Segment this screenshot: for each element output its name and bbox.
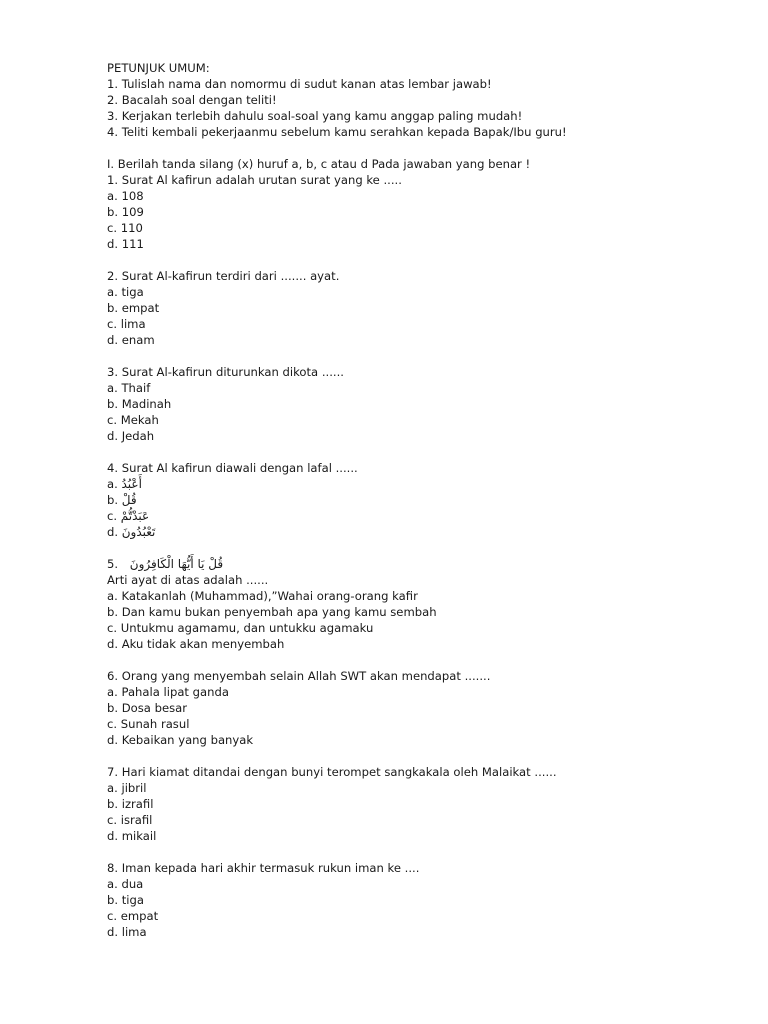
spacer bbox=[107, 444, 727, 460]
spacer bbox=[107, 348, 727, 364]
general-instructions bbox=[107, 60, 727, 140]
option-c: c. 110 bbox=[107, 221, 143, 235]
option-b: b. Dan kamu bukan penyembah apa yang kamu sembah bbox=[107, 605, 437, 619]
question-5 bbox=[107, 556, 727, 652]
option-d: d. Aku tidak akan menyembah bbox=[107, 637, 285, 651]
option-b: b. 109 bbox=[107, 205, 144, 219]
question-text: 2. Surat Al-kafirun terdiri dari ....... ayat. bbox=[107, 269, 340, 283]
option-b: b. empat bbox=[107, 301, 160, 315]
question-text: 8. Iman kepada hari akhir termasuk rukun iman ke .... bbox=[107, 861, 420, 875]
worksheet-page bbox=[107, 60, 727, 940]
spacer bbox=[107, 252, 727, 268]
question-text: 4. Surat Al kafirun diawali dengan lafal ...... bbox=[107, 461, 358, 475]
option-d: d. 111 bbox=[107, 237, 144, 251]
question-text: 3. Surat Al-kafirun diturunkan dikota ...... bbox=[107, 365, 344, 379]
option-c: c. Untukmu agamamu, dan untukku agamaku bbox=[107, 621, 374, 635]
option-c bbox=[107, 508, 727, 524]
option-letter: d. bbox=[107, 525, 119, 539]
spacer bbox=[107, 652, 727, 668]
instruction-item: 1. Tulislah nama dan nomormu di sudut kanan atas lembar jawab! bbox=[107, 77, 492, 91]
option-a: a. tiga bbox=[107, 285, 144, 299]
option-d bbox=[107, 524, 727, 540]
spacer bbox=[107, 540, 727, 556]
question-number-with-verse bbox=[107, 556, 727, 572]
spacer bbox=[107, 748, 727, 764]
option-letter: a. bbox=[107, 477, 118, 491]
option-letter: c. bbox=[107, 509, 118, 523]
instruction-item: 4. Teliti kembali pekerjaanmu sebelum kamu serahkan kepada Bapak/Ibu guru! bbox=[107, 125, 567, 139]
option-d: d. Jedah bbox=[107, 429, 155, 443]
option-c: c. empat bbox=[107, 909, 159, 923]
option-letter: b. bbox=[107, 493, 119, 507]
spacer bbox=[107, 140, 727, 156]
option-b: b. tiga bbox=[107, 893, 144, 907]
option-b: b. Madinah bbox=[107, 397, 172, 411]
arabic-verse: قُلْ يَا أَيُّهَا الْكَافِرُونَ bbox=[129, 557, 224, 571]
option-arabic-text: عَبَدْتُّمْ bbox=[120, 509, 150, 523]
option-a: a. Pahala lipat ganda bbox=[107, 685, 229, 699]
question-number: 5. bbox=[107, 557, 119, 571]
spacer bbox=[107, 844, 727, 860]
question-text: 7. Hari kiamat ditandai dengan bunyi terompet sangkakala oleh Malaikat ...... bbox=[107, 765, 557, 779]
option-d: d. mikail bbox=[107, 829, 157, 843]
option-c: c. lima bbox=[107, 317, 146, 331]
question-text: Arti ayat di atas adalah ...... bbox=[107, 573, 269, 587]
instructions-title: PETUNJUK UMUM: bbox=[107, 61, 210, 75]
option-d: d. Kebaikan yang banyak bbox=[107, 733, 254, 747]
question-8 bbox=[107, 860, 727, 940]
question-6 bbox=[107, 668, 727, 748]
option-d: d. lima bbox=[107, 925, 147, 939]
question-2 bbox=[107, 268, 727, 348]
instruction-item: 3. Kerjakan terlebih dahulu soal-soal yang kamu anggap paling mudah! bbox=[107, 109, 523, 123]
option-a: a. Thaif bbox=[107, 381, 151, 395]
option-a: a. dua bbox=[107, 877, 144, 891]
question-text: 6. Orang yang menyembah selain Allah SWT akan mendapat ....... bbox=[107, 669, 491, 683]
option-b: b. izrafil bbox=[107, 797, 154, 811]
option-d: d. enam bbox=[107, 333, 155, 347]
option-arabic-text: تَعْبُدُونَ bbox=[121, 525, 156, 539]
section-heading: I. Berilah tanda silang (x) huruf a, b, c atau d Pada jawaban yang benar ! bbox=[107, 157, 531, 171]
question-7 bbox=[107, 764, 727, 844]
question-3 bbox=[107, 364, 727, 444]
option-a: a. Katakanlah (Muhammad),”Wahai orang-orang kafir bbox=[107, 589, 418, 603]
option-b: b. Dosa besar bbox=[107, 701, 187, 715]
question-4 bbox=[107, 460, 727, 540]
option-a: a. jibril bbox=[107, 781, 147, 795]
option-c: c. Mekah bbox=[107, 413, 159, 427]
option-arabic-text: قُلْ bbox=[121, 493, 137, 507]
option-c: c. Sunah rasul bbox=[107, 717, 190, 731]
option-a bbox=[107, 476, 727, 492]
option-c: c. israfil bbox=[107, 813, 153, 827]
question-1 bbox=[107, 172, 727, 252]
instruction-item: 2. Bacalah soal dengan teliti! bbox=[107, 93, 277, 107]
option-a: a. 108 bbox=[107, 189, 144, 203]
question-text: 1. Surat Al kafirun adalah urutan surat yang ke ..... bbox=[107, 173, 402, 187]
option-b bbox=[107, 492, 727, 508]
option-arabic-text: أَعْبُدُ bbox=[121, 477, 142, 491]
